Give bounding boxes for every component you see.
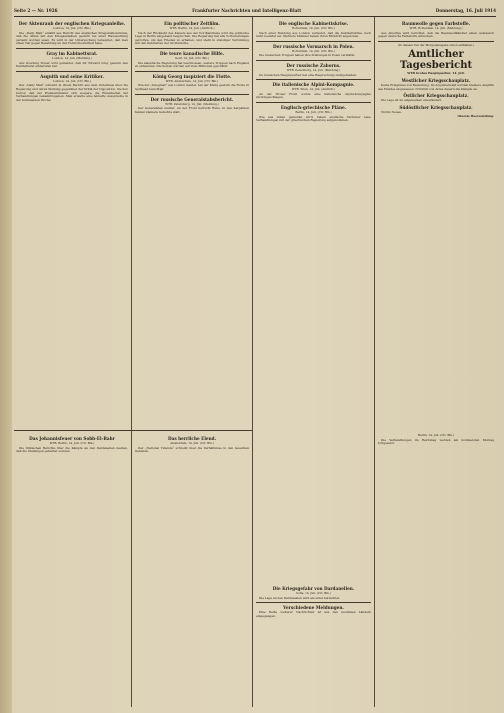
article-text: Nach einer Meldung aus London verlautet, daß die Kabinettskrise noch nicht beendet sei. Mehrere Minister haben ihren Rücktritt angeboten.: [256, 30, 371, 39]
dateline: Amsterdam, 14. Juli. (Ctr. Bln.): [170, 441, 214, 445]
article-headline: Englisch-griechische Pläne.: [280, 104, 347, 110]
binding-edge: [0, 0, 12, 713]
article-headline: Baumwolle gegen Farbstoffe.: [401, 21, 471, 26]
article-headline: Südöstlicher Kriegsschauplatz.: [399, 104, 473, 110]
divider: [256, 60, 371, 61]
article-headline: Die teure kanadische Hilfe.: [159, 50, 225, 56]
article-text: Die türkischen Berichte über die Kämpfe an den Dardanellen melden, daß die Stellungen gehalten wurden.: [16, 445, 128, 454]
article-headline: Das herrliche Elend.: [167, 436, 217, 441]
article-headline: Der russische Generalstabsbericht.: [150, 96, 234, 102]
divider: [14, 430, 252, 431]
column-4: [378, 19, 494, 419]
article-text: Nach der Rückkehr des Kaisers aus der Nordlandreise wird die politische Lage in Berlin eingehend besprochen. Die Regierung hat alle Vorbereitungen getroffen, um den Frieden zu erhalten, und steht in ständiger Verbindung mit den Kabinetten der Großmächte.: [135, 30, 249, 46]
article-text: Nichts Neues.: [381, 109, 402, 114]
lower-column-2: [135, 434, 249, 704]
article-text: An der Tiroler Front wurde eine italienische Alpini-Kompagnie zurückgeschlagen.: [256, 91, 371, 100]
article-headline: Verschiedene Meldungen.: [283, 605, 344, 611]
lower-column-3: [256, 584, 371, 704]
article-text: Die „Daily Mail“ erzählt aus Bericht des englischen Kriegsministeriums, daß die Akten mit den Kriegsanleihen gestern bei einer Haussuchung geraubt worden seien. Es wird in der Untersuchung behauptet, daß man einen Teil gegen Bezahlung an den Feind übermittelt habe.: [16, 30, 128, 46]
divider: [256, 602, 371, 603]
dateline: London, 14. Juli. (Ctr. Bln.): [52, 26, 92, 30]
article-headline: Die englische Kabinettskrise.: [278, 21, 349, 26]
article-headline: Der Aktenraub der englischen Kriegsanleihe.: [18, 21, 126, 26]
article-text: Keine Ereignisse von Bedeutung. Im Argonnerwald wurden kleinere Angriffe des Feindes abgewiesen. Nördlich von Arras dauern die Kämpfe an.: [378, 82, 494, 91]
article-headline: Ein politischer Zeitfilm.: [164, 21, 220, 26]
dateline: WTB. Berlin, 14. Juli. (Amtlich.): [169, 26, 215, 30]
article-headline: Die italienische Alpini-Kompagnie.: [272, 82, 355, 88]
divider: [16, 48, 128, 49]
newspaper-title: Frankfurter Nachrichten und Intelligenz-Blatt: [192, 7, 302, 13]
dateline: Genf, 14. Juli. (Ctr. Bln.): [174, 55, 210, 60]
dateline: Sofia, 14. Juli. (Ctr. Bln.): [296, 591, 331, 595]
article-text: Im russischen Hauptquartier hat eine Besprechung stattgefunden.: [259, 72, 357, 77]
dateline: WTB. Amsterdam, 14. Juli. (Ctr. Bln.): [165, 78, 219, 83]
divider: [256, 102, 371, 103]
article-text: Die Verhandlungen im Reichstag werden am kommenden Montag fortgesetzt.: [378, 437, 494, 446]
article-text: Eine Reihe weiterer Nachrichten ist aus den neutralen Ländern eingegangen.: [256, 610, 371, 618]
divider: [256, 79, 371, 80]
page-number: Seite 2 — Nr. 1926: [14, 7, 58, 13]
divider: [135, 48, 249, 49]
article-headline: Westlicher Kriegsschauplatz.: [401, 77, 471, 83]
column-rule: [252, 17, 253, 707]
article-text: Aus Amerika wird berichtet, daß die Baumwollhändler einen Austausch gegen deutsche Farbstoffe wünschen.: [378, 30, 494, 39]
article-text: Die Lage an den Dardanellen wird als ernst betrachtet.: [259, 595, 341, 600]
dateline: WTB. Rotterdam, 14. Juli. (Meldung.): [409, 26, 463, 30]
article-text: Der „Daily Mail“ schreibt in ihrem Bericht aus dem Unterhaus über die Regierung und deren Stellung gegenüber der Kritik der Opposition. Sie hob hervor, daß der Premierminister sich weigere, die Einzelheiten der Verhandlungen bekanntzugeben. Man erwarte eine lebhafte Aussprache in der kommenden Woche.: [16, 83, 128, 102]
dateline: WTB. Petersburg, 14. Juli. (Meldung.): [286, 67, 341, 72]
masthead: [14, 4, 496, 17]
dateline: London, 14. Juli. (Meldung.): [52, 55, 92, 60]
column-1: [16, 19, 128, 419]
dateline: WTB. Berlin, 14. Juli. (Ctr. Bln.): [49, 441, 95, 445]
divider: [16, 71, 128, 72]
article-headline: König Georg inspiziert die Flotte.: [152, 73, 232, 79]
column-3: [256, 19, 371, 579]
article-headline: Der russische Vormarsch in Polen.: [273, 43, 354, 49]
issue-date: Donnerstag, 16. Juli 1914: [435, 7, 496, 13]
report-signoff: Oberste Heeresleitung.: [457, 114, 494, 119]
article-text: Der „National Tidende“ schreibt über die Verhältnisse in den besetzten Gebieten.: [135, 445, 249, 454]
article-text: Die Lage ist im allgemeinen unverändert.: [381, 98, 442, 103]
article-text: Die kanadische Regierung hat beschlossen, weitere Truppen nach England zu entsenden. Die Kosten werden auf viele Millionen geschätzt.: [135, 60, 249, 69]
column-2: [135, 19, 249, 419]
article-text: Die russischen Truppen haben ihre Stellungen in Polen verstärkt.: [259, 53, 356, 58]
article-text: Wie der „Telegraaf“ aus London meldet, hat der König gestern die Flotte in Spithead besichtigt.: [135, 83, 249, 91]
article-headline: Östlicher Kriegsschauplatz.: [403, 93, 469, 99]
dateline: Berlin, 14. Juli. (Ctr. Bln.): [295, 109, 332, 114]
article-headline: Gray im Kabinettsrat.: [46, 50, 98, 56]
divider: [256, 41, 371, 42]
divider: [135, 94, 249, 95]
article-headline: Die Kriegsgefahr von Dardanellen.: [272, 586, 355, 591]
dateline: Rotterdam, 14. Juli. (Ctr. Bln.): [292, 48, 335, 53]
section-subtitle: WTB Großes Hauptquartier, 14. Juli.: [407, 71, 465, 76]
article-headline: Der russische Zaborns.: [286, 62, 341, 68]
dateline: Berlin, 14. Juli. (Ctr. Bln.): [417, 434, 455, 437]
article-headline: Das Johannisfeuer von Sobb-El-Bahr: [29, 436, 115, 441]
dateline: WTB. Petersburg, 14. Juli. (Meldung.): [165, 101, 219, 106]
dateline: Rotterdam, 14. Juli. (Ctr. Bln.): [292, 26, 335, 30]
column-rule: [374, 17, 375, 707]
dateline: WTB. Wien, 14. Juli. (Amtlich.): [291, 87, 336, 92]
article-text: Der Generalstab meldet: An der Front herrscht Ruhe. In den Karpathen fanden kleinere Gefechte statt.: [135, 106, 249, 114]
lower-column-1: [16, 434, 128, 704]
article-headline: Asquith und seine Kritiker.: [40, 73, 104, 79]
section-note: (In diesem Teil der Morgenausgabe schon enthalten.): [397, 42, 475, 47]
divider: [135, 71, 249, 72]
article-text: Wie aus Athen gemeldet wird, haben englische Vertreter neue Verhandlungen mit der griechischen Regierung aufgenommen.: [256, 114, 371, 123]
article-text: Aus Downing Street wird gemeldet, daß Sir Edward Grey gestern den Kabinettsrat einberufen hat.: [16, 60, 128, 69]
lower-column-4: [378, 434, 494, 704]
section-title: Amtlicher Tagesbericht: [399, 49, 473, 72]
dateline: London, 14. Juli. (Ctr. Bln.): [52, 78, 92, 83]
divider: [378, 41, 494, 42]
column-rule: [131, 17, 132, 707]
